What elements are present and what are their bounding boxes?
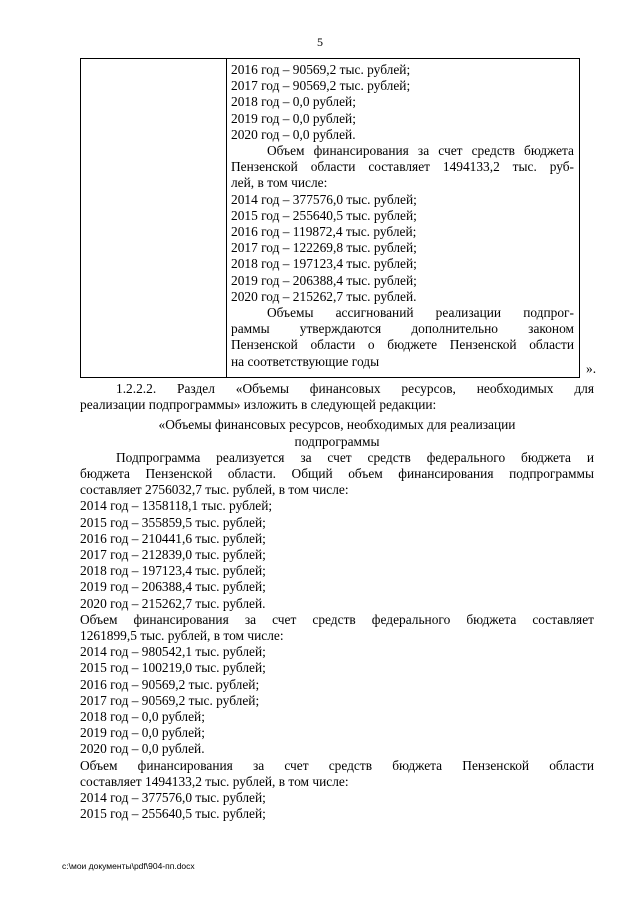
paragraph-line: Подпрограмма реализуется за счет средств федерального бюджета и	[116, 449, 594, 465]
section-heading: «Объемы финансовых ресурсов, необходимых для реализации	[158, 417, 516, 433]
table-column-divider	[226, 59, 227, 377]
table-regional-intro: лей, в том числе:	[231, 175, 328, 191]
federal-year-line: 2017 год – 90569,2 тыс. рублей;	[80, 692, 260, 708]
table-line: 2019 год – 0,0 рублей;	[231, 110, 356, 126]
federal-year-line: 2016 год – 90569,2 тыс. рублей;	[80, 676, 260, 692]
regional-intro: Объем финансирования за счет средств бюджета Пензенской области	[80, 757, 594, 773]
federal-intro: 1261899,5 тыс. рублей, в том числе:	[80, 628, 284, 644]
table-line: 2018 год – 0,0 рублей;	[231, 94, 356, 110]
table-line: 2016 год – 90569,2 тыс. рублей;	[231, 62, 411, 77]
footer-file-path: c:\мои документы\pdf\904-пп.docx	[62, 861, 195, 871]
total-year-line: 2017 год – 212839,0 тыс. рублей;	[80, 547, 266, 563]
table-year-line: 2015 год – 255640,5 тыс. рублей;	[231, 207, 417, 223]
table-year-line: 2017 год – 122269,8 тыс. рублей;	[231, 240, 417, 256]
federal-year-line: 2014 год – 980542,1 тыс. рублей;	[80, 644, 266, 660]
paragraph-line: составляет 2756032,7 тыс. рублей, в том числе:	[80, 482, 349, 498]
table-note: раммы утверждаются дополнительно законом	[231, 321, 574, 337]
federal-year-line: 2019 год – 0,0 рублей;	[80, 725, 205, 741]
page-number: 5	[317, 35, 323, 49]
regional-intro: составляет 1494133,2 тыс. рублей, в том числе:	[80, 773, 349, 789]
total-year-line: 2018 год – 197123,4 тыс. рублей;	[80, 563, 266, 579]
total-year-line: 2020 год – 215262,7 тыс. рублей.	[80, 595, 266, 611]
section-intro: 1.2.2.2. Раздел «Объемы финансовых ресурсов, необходимых для	[116, 381, 594, 396]
table-line: 2017 год – 90569,2 тыс. рублей;	[231, 78, 411, 94]
table-year-line: 2018 год – 197123,4 тыс. рублей;	[231, 256, 417, 272]
table-value-cell	[231, 62, 574, 370]
table-year-line: 2020 год – 215262,7 тыс. рублей.	[231, 288, 417, 304]
paragraph-line: бюджета Пензенской области. Общий объем финансирования подпрограммы	[80, 466, 594, 482]
total-year-line: 2015 год – 355859,5 тыс. рублей;	[80, 514, 266, 530]
regional-year-line: 2015 год – 255640,5 тыс. рублей;	[80, 806, 266, 822]
section-heading: подпрограммы	[294, 433, 380, 449]
section-body	[80, 381, 594, 822]
financing-table	[80, 58, 580, 378]
table-note: на соответствующие годы	[231, 353, 380, 369]
table-regional-intro: Пензенской области составляет 1494133,2 тыс. руб-	[231, 159, 574, 175]
regional-year-line: 2014 год – 377576,0 тыс. рублей;	[80, 790, 266, 806]
federal-year-line: 2018 год – 0,0 рублей;	[80, 709, 205, 725]
total-year-line: 2014 год – 1358118,1 тыс. рублей;	[80, 498, 273, 514]
federal-year-line: 2020 год – 0,0 рублей.	[80, 741, 205, 757]
closing-quote: ».	[586, 361, 597, 376]
federal-year-line: 2015 год – 100219,0 тыс. рублей;	[80, 660, 266, 676]
table-year-line: 2019 год – 206388,4 тыс. рублей;	[231, 272, 417, 288]
total-year-line: 2016 год – 210441,6 тыс. рублей;	[80, 530, 266, 546]
total-year-line: 2019 год – 206388,4 тыс. рублей;	[80, 579, 266, 595]
table-note: Объемы ассигнований реализации подпрог-	[267, 305, 574, 321]
table-note: Пензенской области о бюджете Пензенской области	[231, 337, 574, 353]
federal-intro: Объем финансирования за счет средств федерального бюджета составляет	[80, 611, 594, 627]
table-line: 2020 год – 0,0 рублей.	[231, 126, 356, 142]
table-regional-intro: Объем финансирования за счет средств бюджета	[267, 143, 574, 159]
table-year-line: 2014 год – 377576,0 тыс. рублей;	[231, 191, 417, 207]
section-intro: реализации подпрограммы» изложить в следующей редакции:	[80, 397, 437, 413]
table-year-line: 2016 год – 119872,4 тыс. рублей;	[231, 224, 417, 240]
